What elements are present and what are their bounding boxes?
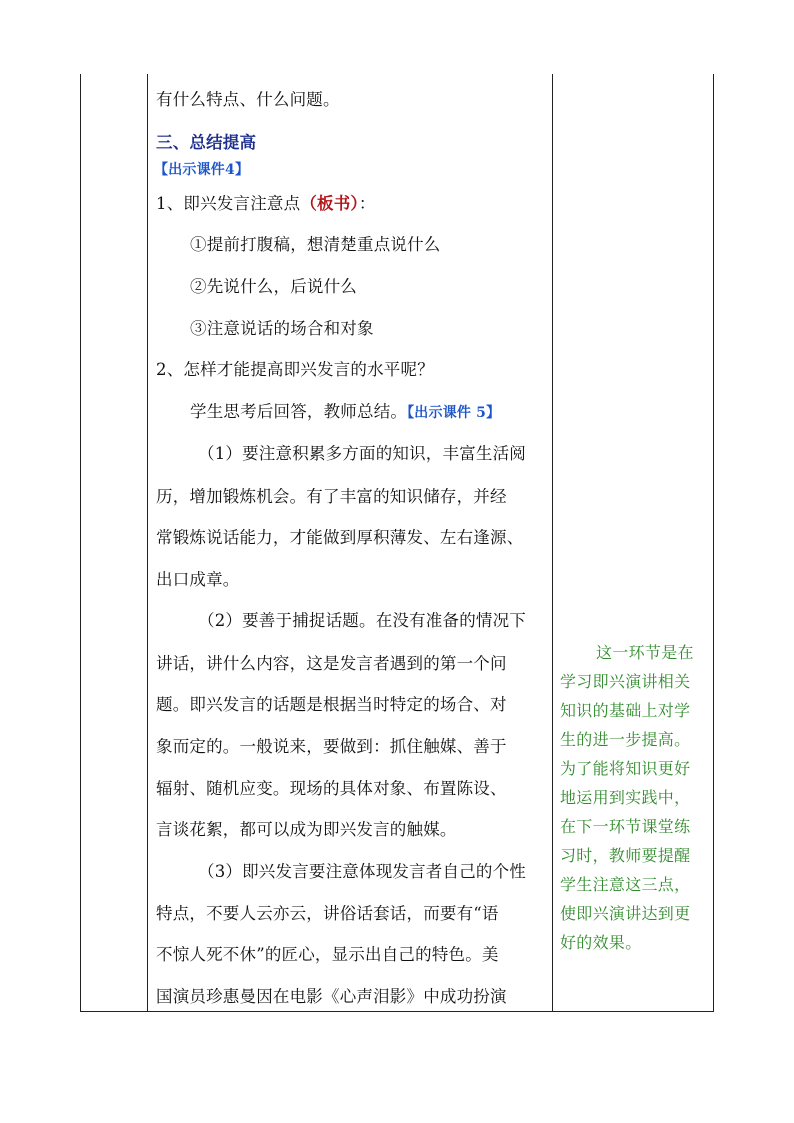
paragraph-line: 题。即兴发言的话题是根据当时特定的场合、对	[156, 695, 507, 714]
design-note-line: 学习即兴演讲相关	[560, 672, 691, 691]
design-note-line: 在下一环节课堂练	[560, 817, 691, 836]
table-column-divider-2	[552, 74, 553, 1012]
paragraph-line: 常锻炼说话能力，才能做到厚积薄发、左右逢源、	[156, 528, 524, 547]
paragraph-line: （3）即兴发言要注意体现发言者自己的个性	[198, 862, 526, 881]
table-border-bottom	[80, 1011, 714, 1012]
table-column-divider-1	[147, 74, 148, 1012]
paragraph-line: （2）要善于捕捉话题。在没有准备的情况下	[198, 611, 526, 630]
design-note-line: 好的效果。	[560, 933, 642, 952]
design-note-line: 这一环节是在	[596, 643, 694, 662]
answer-intro-line	[190, 398, 500, 422]
design-note-line: 为了能将知识更好	[560, 759, 691, 778]
section-title: 三、总结提高	[156, 133, 257, 152]
board-note-label: （板书）	[300, 194, 359, 213]
paragraph-line: 特点，不要人云亦云，讲俗话套话，而要有“语	[156, 904, 499, 923]
list-item: ②先说什么，后说什么	[190, 277, 357, 296]
intro-line: 有什么特点、什么问题。	[156, 90, 340, 109]
point-1-colon: ：	[358, 194, 376, 213]
point-1-text: 1、即兴发言注意点	[156, 194, 301, 213]
paragraph-line: 国演员珍惠曼因在电影《心声泪影》中成功扮演	[156, 987, 507, 1006]
answer-intro-text: 学生思考后回答，教师总结。	[190, 402, 408, 421]
paragraph-line: 象而定的。一般说来，要做到：抓住触媒、善于	[156, 737, 507, 756]
courseware-5-label: 【出示课件 5】	[407, 405, 501, 421]
point-1-heading	[156, 190, 376, 214]
design-note-line: 习时，教师要提醒	[560, 846, 691, 865]
design-note-line: 学生注意这三点，	[560, 875, 691, 894]
design-note-line: 生的进一步提高。	[560, 730, 691, 749]
paragraph-line: 出口成章。	[156, 570, 240, 589]
list-item: ③注意说话的场合和对象	[190, 319, 374, 338]
question-line: 2、怎样才能提高即兴发言的水平呢？	[156, 360, 434, 379]
design-note-line: 地运用到实践中，	[560, 788, 691, 807]
paragraph-line: 历，增加锻炼机会。有了丰富的知识储存，并经	[156, 487, 507, 506]
paragraph-line: （1）要注意积累多方面的知识，丰富生活阅	[198, 444, 526, 463]
courseware-4-label: 【出示课件4】	[154, 162, 250, 178]
list-item: ①提前打腹稿，想清楚重点说什么	[190, 235, 441, 254]
paragraph-line: 不惊人死不休”的匠心，显示出自己的特色。美	[156, 945, 499, 964]
design-note-line: 知识的基础上对学	[560, 701, 691, 720]
design-note-line: 使即兴演讲达到更	[560, 904, 691, 923]
paragraph-line: 讲话，讲什么内容，这是发言者遇到的第一个问	[156, 654, 507, 673]
paragraph-line: 言谈花絮，都可以成为即兴发言的触媒。	[156, 820, 457, 839]
paragraph-line: 辐射、随机应变。现场的具体对象、布置陈设、	[156, 779, 507, 798]
table-border-right	[713, 74, 714, 1012]
table-border-left	[80, 74, 81, 1012]
